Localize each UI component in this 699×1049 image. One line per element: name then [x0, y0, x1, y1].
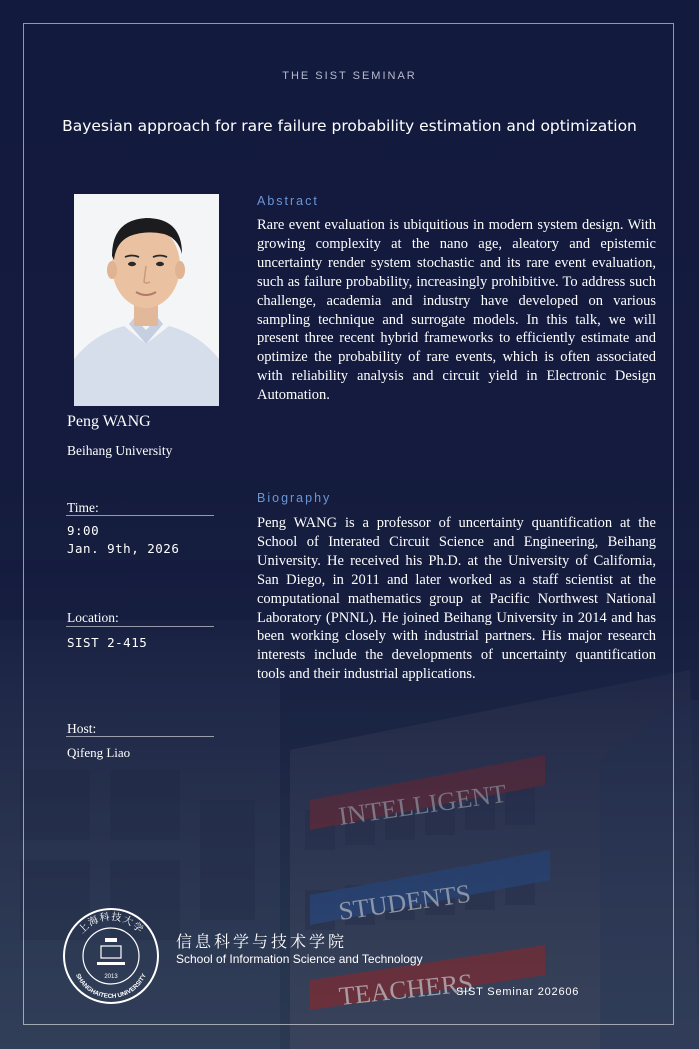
portrait-illustration — [74, 194, 219, 406]
logo-text-en: SHANGHAITECH UNIVERSITY — [74, 972, 148, 1001]
talk-title: Bayesian approach for rare failure probability estimation and optimization — [62, 117, 637, 135]
date-value: Jan. 9th, 2026 — [67, 541, 180, 556]
host-value: Qifeng Liao — [67, 745, 131, 760]
school-name-chinese: 信息科学与技术学院 — [176, 932, 348, 951]
host-label: Host: — [67, 721, 97, 736]
logo-year: 2013 — [104, 974, 118, 980]
seminar-tag: THE SIST SEMINAR — [282, 70, 417, 82]
seminar-serial: SIST Seminar 202606 — [456, 986, 580, 998]
time-value: 9:00 — [67, 523, 100, 538]
svg-text:上海科技大学 — [75, 910, 147, 936]
location-value: SIST 2-415 — [67, 635, 148, 650]
abstract-text: Rare event evaluation is ubiquitious in modern system design. With growing complexity at the nano age, aleatory and epistemic uncertainty render system stochastic and its rare event evaluation, such as failure probability, increasingly prohibitive. To address such challenge, academia and industry have developed on various sampling technique and surrogate models. In this talk, we will present three recent hybrid frameworks to efficiently estimate and optimize the probability of rare events, which is often associated with reliability analysis and circuit yield in Electronic Design Automation. — [257, 217, 656, 404]
speaker-name: Peng WANG — [67, 413, 151, 430]
time-label: Time: — [67, 500, 99, 515]
location-label: Location: — [67, 610, 119, 625]
shanghaitech-logo — [61, 906, 161, 1006]
logo-text-cn: 上海科技大学 — [76, 911, 146, 937]
speaker-photo — [74, 194, 219, 406]
time-divider — [66, 515, 214, 516]
abstract-heading: Abstract — [257, 194, 319, 208]
biography-heading: Biography — [257, 491, 332, 505]
school-name-english: School of Information Science and Technology — [176, 952, 423, 966]
host-divider — [66, 736, 214, 737]
biography-text: Peng WANG is a professor of uncertainty quantification at the School of Interated Circuit Science and Engineering, Beihang University. He received his Ph.D. at the University of California, San Diego, in 2011 and later worked as a staff scientist at the computational mathematics group at Pacific Northwest National Laboratory (PNNL). He joined Beihang University in 2014 and has been working closely with industrial partners. His major research interests include the developments of uncertainty quantification tools and their industrial applications. — [257, 515, 656, 683]
speaker-affiliation: Beihang University — [67, 443, 173, 458]
location-divider — [66, 626, 214, 627]
